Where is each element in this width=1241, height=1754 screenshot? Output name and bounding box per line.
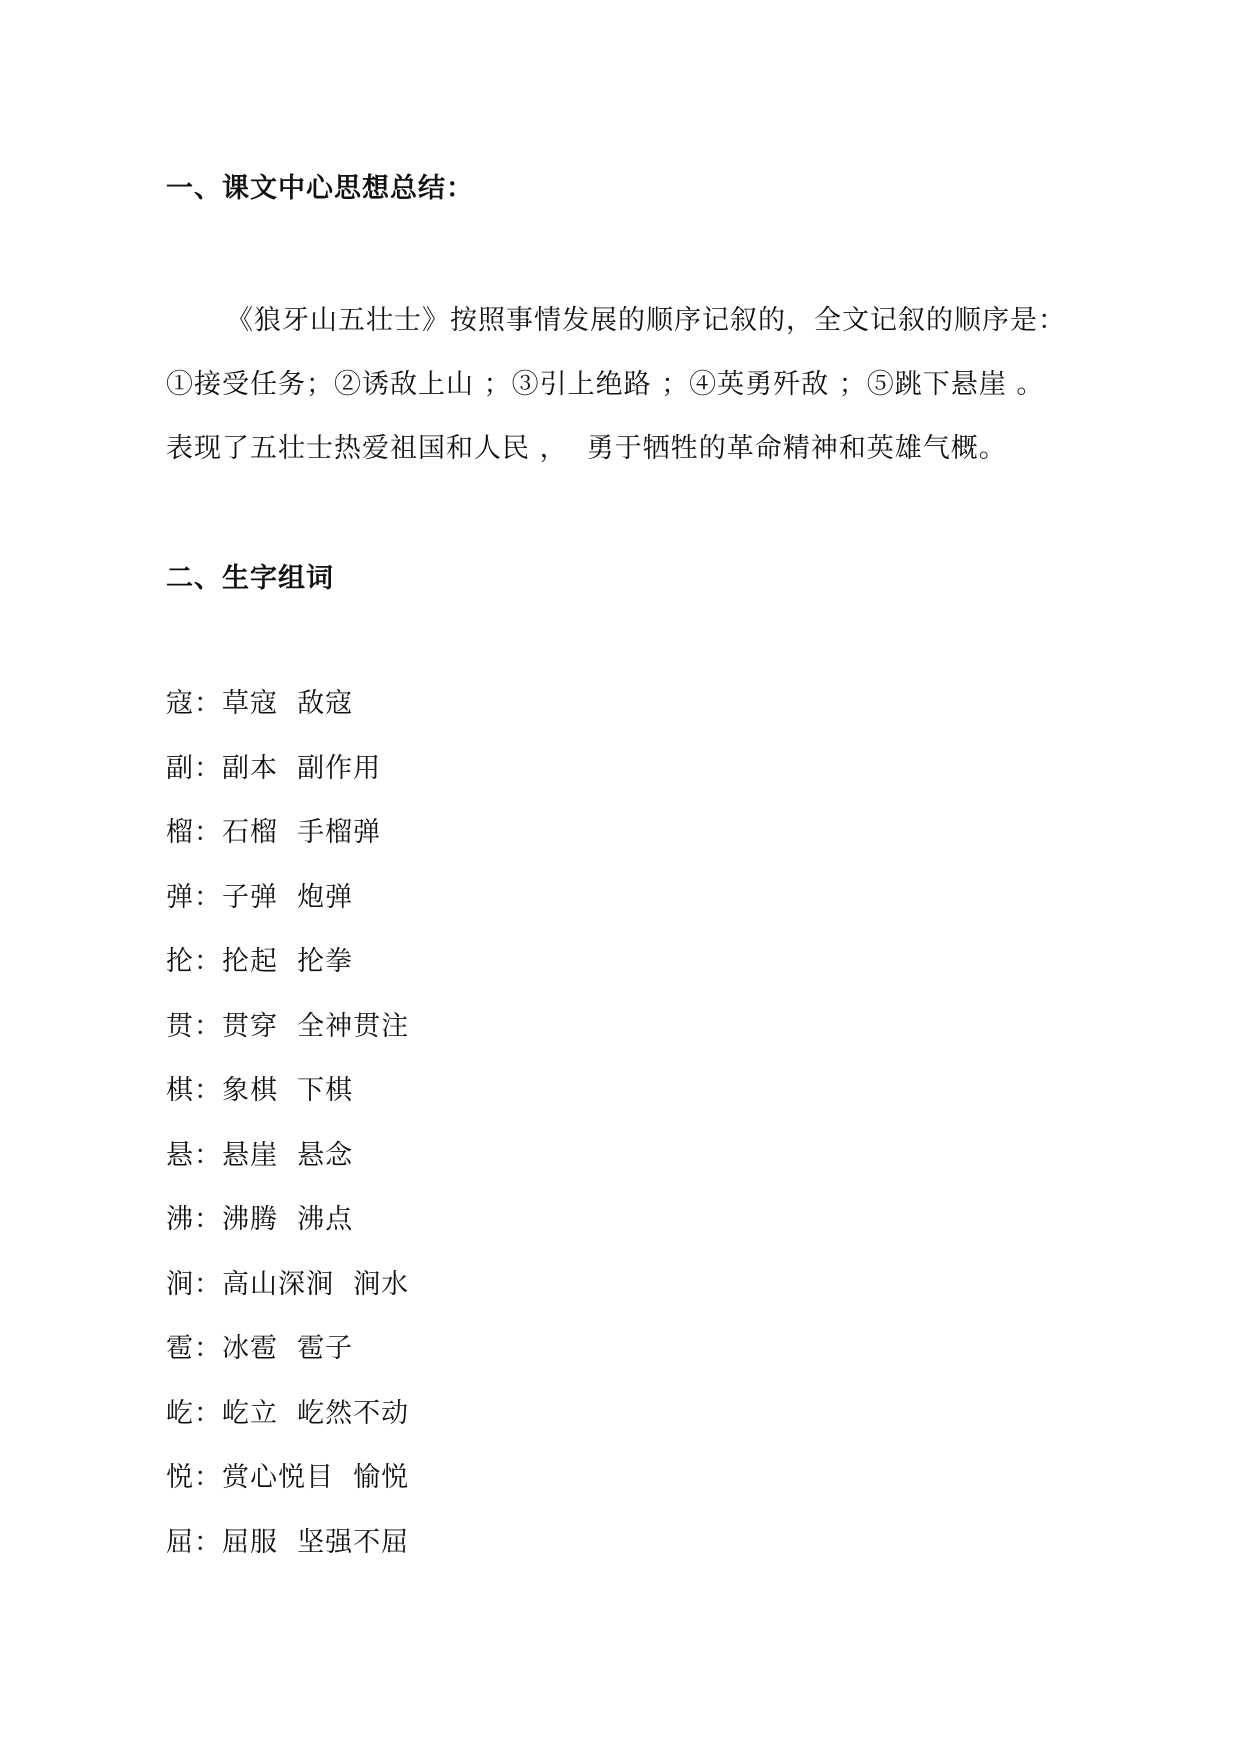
section-heading-vocabulary: 二、生字组词 — [166, 563, 334, 594]
vocabulary-item: 沸：沸腾 沸点 — [166, 1204, 354, 1235]
vocabulary-item: 抡：抡起 抡拳 — [166, 946, 354, 977]
vocabulary-item: 寇：草寇 敌寇 — [166, 688, 354, 719]
vocabulary-item: 副：副本 副作用 — [166, 752, 382, 784]
summary-line: 《狼牙山五壮士》按照事情发展的顺序记叙的，全文记叙的顺序是： — [226, 305, 1066, 336]
vocabulary-item: 屹：屹立 屹然不动 — [166, 1397, 410, 1429]
vocabulary-item: 贯：贯穿 全神贯注 — [166, 1010, 410, 1042]
vocabulary-item: 榴：石榴 手榴弹 — [166, 817, 382, 848]
vocabulary-item: 弹：子弹 炮弹 — [166, 881, 354, 913]
vocabulary-item: 悦：赏心悦目 愉悦 — [166, 1462, 410, 1493]
section-heading-summary: 一、课文中心思想总结： — [166, 173, 474, 204]
vocabulary-item: 涧：高山深涧 涧水 — [166, 1268, 410, 1300]
summary-line: 表现了五壮士热爱祖国和人民 ， 勇于牺牲的革命精神和英雄气概。 — [166, 433, 1007, 464]
summary-line: ①接受任务；②诱敌上山 ；③引上绝路 ；④英勇歼敌 ；⑤跳下悬崖 。 — [166, 369, 1045, 400]
vocabulary-item: 屈：屈服 坚强不屈 — [166, 1526, 410, 1558]
vocabulary-item: 悬：悬崖 悬念 — [166, 1139, 354, 1171]
vocabulary-item: 棋：象棋 下棋 — [166, 1075, 354, 1106]
vocabulary-item: 雹：冰雹 雹子 — [166, 1333, 354, 1364]
